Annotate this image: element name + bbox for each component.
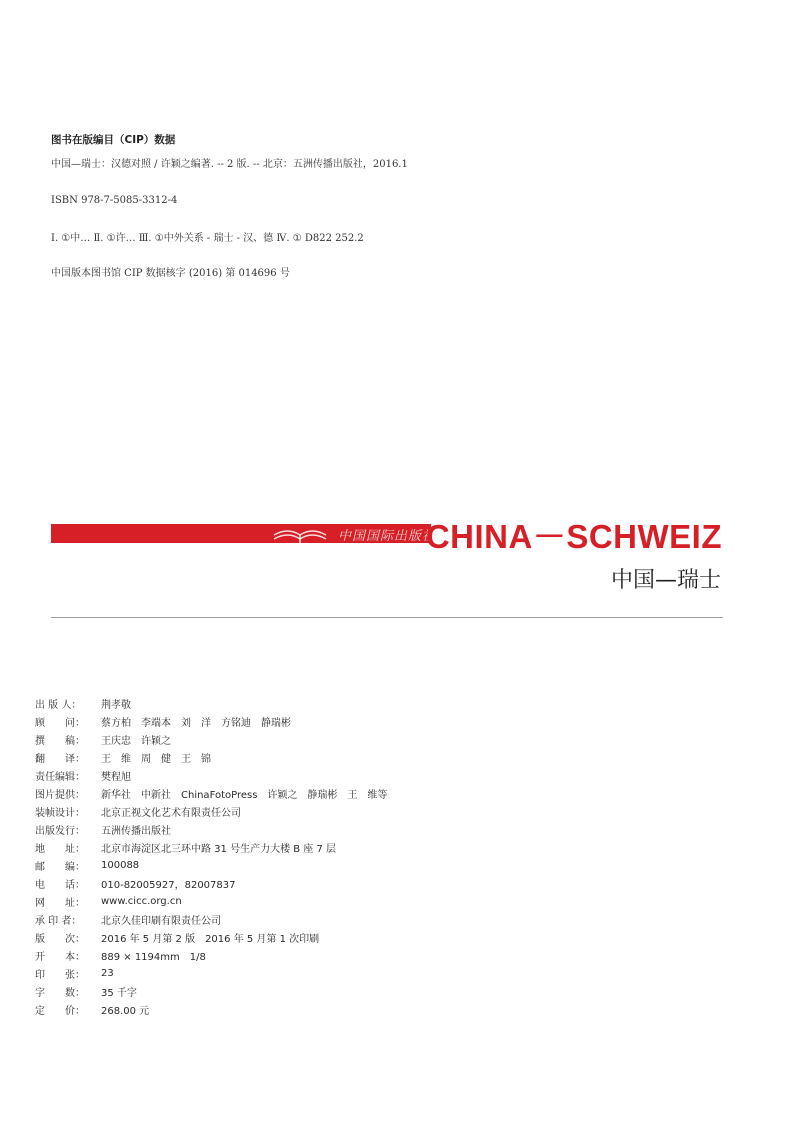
credit-key: 电 话：	[35, 879, 85, 891]
credit-value: 010-82005927，82007837	[101, 879, 236, 891]
credit-row-word-count	[35, 984, 137, 998]
cip-record-number-line: 中国版本图书馆 CIP 数据核字 (2016) 第 014696 号	[51, 268, 290, 279]
credit-key: 出 版 人：	[35, 699, 82, 711]
credit-value: 23	[101, 967, 114, 979]
banner-subtitle: 中国—瑞士	[610, 568, 721, 593]
credit-row-price	[35, 1002, 149, 1016]
credit-key: 网 址：	[35, 897, 85, 909]
credit-row-design	[35, 804, 241, 818]
cip-title-line: 中国—瑞士：汉德对照 / 许颖之编著. -- 2 版. -- 北京：五洲传播出版社，2016.1	[51, 159, 408, 170]
credit-key: 装帧设计：	[35, 807, 85, 819]
credit-value: 蔡方柏 李端本 刘 洋 方铭迪 静瑞彬	[101, 717, 291, 729]
book-logo-icon	[270, 523, 330, 545]
credit-value: 268.00 元	[101, 1005, 150, 1017]
credit-value: 2016 年 5 月第 2 版 2016 年 5 月第 1 次印刷	[101, 933, 320, 945]
watermark-text: 中国国际出版社	[338, 528, 437, 544]
credit-row-photos	[35, 786, 387, 800]
credit-value: 王庆忠 许颖之	[101, 735, 171, 747]
credit-key: 邮 编：	[35, 861, 85, 873]
credit-key: 定 价：	[35, 1005, 85, 1017]
cip-classification-line: Ⅰ. ①中… Ⅱ. ①许… Ⅲ. ①中外关系 - 瑞士 - 汉、德 Ⅳ. ① D822 252.2	[51, 233, 364, 244]
credit-row-distribution	[35, 822, 171, 836]
credit-row-website	[35, 894, 182, 908]
cip-isbn-line: ISBN 978-7-5085-3312-4	[51, 195, 178, 206]
credit-row-publisher	[35, 696, 131, 710]
credit-value: 荆孝敬	[101, 699, 131, 711]
credit-value: 北京久佳印刷有限责任公司	[101, 915, 221, 927]
credit-key: 出版发行：	[35, 825, 85, 837]
credit-key: 翻 译：	[35, 753, 85, 765]
credit-key: 撰 稿：	[35, 735, 85, 747]
credit-value: www.cicc.org.cn	[101, 895, 182, 907]
credit-key: 顾 问：	[35, 717, 85, 729]
credit-row-advisors	[35, 714, 291, 728]
credit-key: 开 本：	[35, 951, 85, 963]
credit-key: 责任编辑：	[35, 771, 85, 783]
credit-value: 新华社 中新社 ChinaFotoPress 许颖之 静瑞彬 王 维等	[101, 789, 388, 801]
credit-value: 王 维 周 健 王 锦	[101, 753, 211, 765]
credit-row-postcode	[35, 858, 139, 872]
credit-key: 印 张：	[35, 969, 85, 981]
credit-row-address	[35, 840, 336, 854]
credit-row-printer	[35, 912, 221, 926]
credit-row-edition	[35, 930, 319, 944]
credit-value: 北京正视文化艺术有限责任公司	[101, 807, 241, 819]
credit-row-format	[35, 948, 206, 962]
credit-row-sheets	[35, 966, 114, 980]
credit-key: 承 印 者：	[35, 915, 82, 927]
credit-row-translators	[35, 750, 211, 764]
credit-key: 地 址：	[35, 843, 85, 855]
credit-value: 35 千字	[101, 987, 137, 999]
credit-row-writers	[35, 732, 171, 746]
credit-row-phone	[35, 876, 236, 890]
credit-row-editor	[35, 768, 131, 782]
credit-value: 100088	[101, 859, 140, 871]
credit-value: 樊程旭	[101, 771, 131, 783]
credit-value: 889 × 1194mm 1/8	[101, 951, 206, 963]
divider-line	[51, 617, 723, 618]
credit-value: 北京市海淀区北三环中路 31 号生产力大楼 B 座 7 层	[101, 843, 337, 855]
banner-title: CHINA－SCHWEIZ	[425, 518, 722, 555]
credit-value: 五洲传播出版社	[101, 825, 171, 837]
credit-key: 版 次：	[35, 933, 85, 945]
credit-key: 图片提供：	[35, 789, 85, 801]
cip-heading: 图书在版编目（CIP）数据	[51, 134, 176, 146]
credit-key: 字 数：	[35, 987, 85, 999]
